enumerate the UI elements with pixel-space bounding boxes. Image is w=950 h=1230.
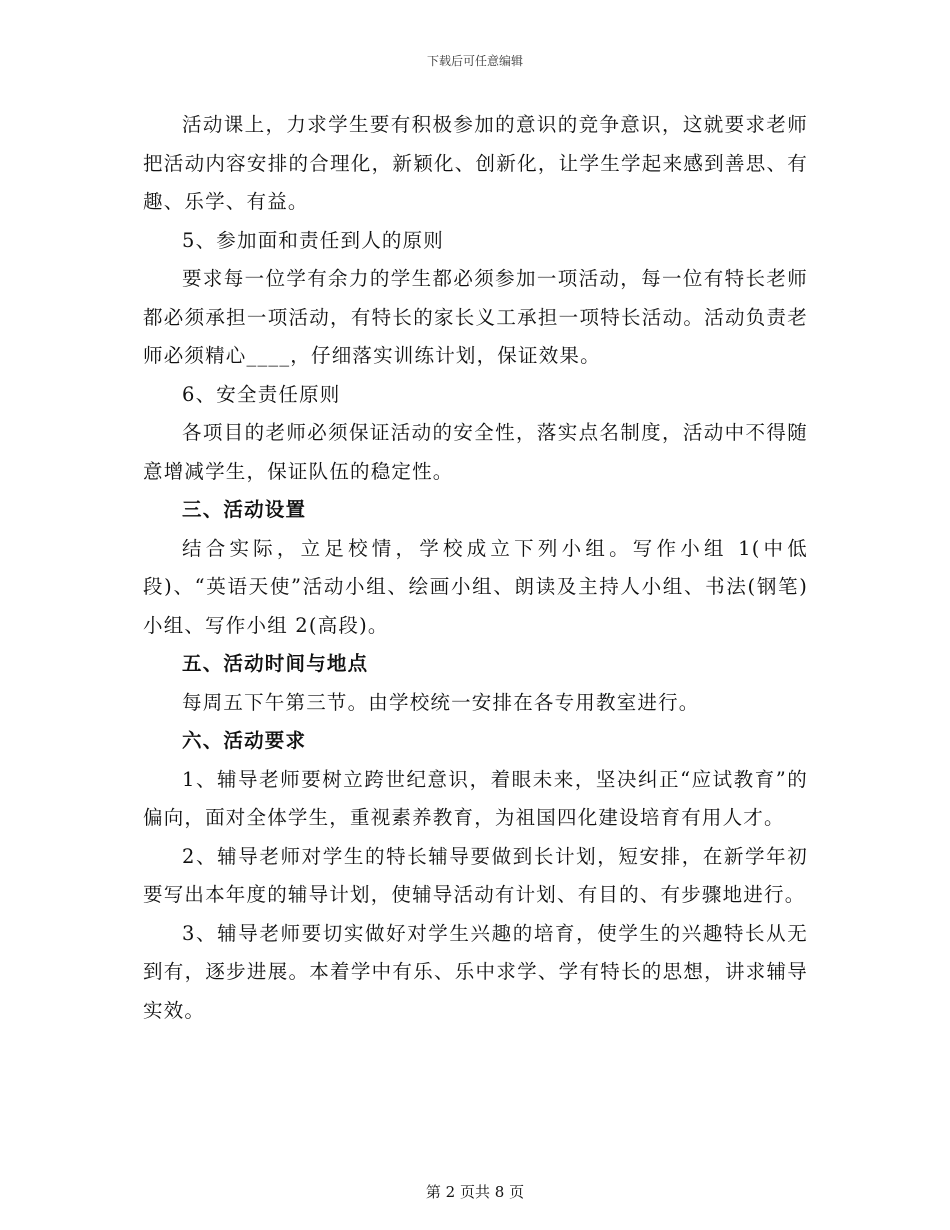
page-header: 下载后可任意编辑 <box>426 54 523 68</box>
heading-time-place: 五、活动时间与地点 <box>182 652 369 675</box>
paragraph-schedule: 每周五下午第三节。由学校统一安排在各专用教室进行。 <box>182 690 700 714</box>
paragraph-requirement-2: 2、辅导老师对学生的特长辅导要做到长计划，短安排，在新学年初要写出本年度的辅导计划，使辅导活动有计划、有目的、有步骤地进行。 <box>143 844 808 906</box>
paragraph-groups: 结合实际，立足校情，学校成立下列小组。写作小组 1(中低段)、“英语天使”活动小组、绘画小组、朗读及主持人小组、书法(钢笔)小组、写作小组 2(高段)。 <box>143 536 808 637</box>
heading-principle-6: 6、安全责任原则 <box>182 382 341 406</box>
paragraph-activity-class: 活动课上，力求学生要有积极参加的意识的竞争意识，这就要求老师把活动内容安排的合理化，新颖化、创新化，让学生学起来感到善思、有趣、乐学、有益。 <box>143 113 808 213</box>
heading-requirements: 六、活动要求 <box>182 729 307 752</box>
paragraph-safety: 各项目的老师必须保证活动的安全性，落实点名制度，活动中不得随意增减学生，保证队伍的稳定性。 <box>143 421 808 483</box>
paragraph-participation: 要求每一位学有余力的学生都必须参加一项活动，每一位有特长老师都必须承担一项活动，有特长的家长义工承担一项特长活动。活动负责老师必须精心____，仔细落实训练计划，保证效果。 <box>143 267 808 367</box>
heading-activity-setup: 三、活动设置 <box>182 498 307 521</box>
paragraph-requirement-3: 3、辅导老师要切实做好对学生兴趣的培育，使学生的兴趣特长从无到有，逐步进展。本着学中有乐、乐中求学、学有特长的思想，讲求辅导实效。 <box>143 921 808 1022</box>
paragraph-requirement-1: 1、辅导老师要树立跨世纪意识，着眼未来，坚决纠正“应试教育”的偏向，面对全体学生，重视素养教育，为祖国四化建设培育有用人才。 <box>143 767 808 829</box>
heading-principle-5: 5、参加面和责任到人的原则 <box>182 228 445 252</box>
document-body <box>143 106 808 1030</box>
page-footer: 第 2 页共 8 页 <box>425 1183 525 1201</box>
